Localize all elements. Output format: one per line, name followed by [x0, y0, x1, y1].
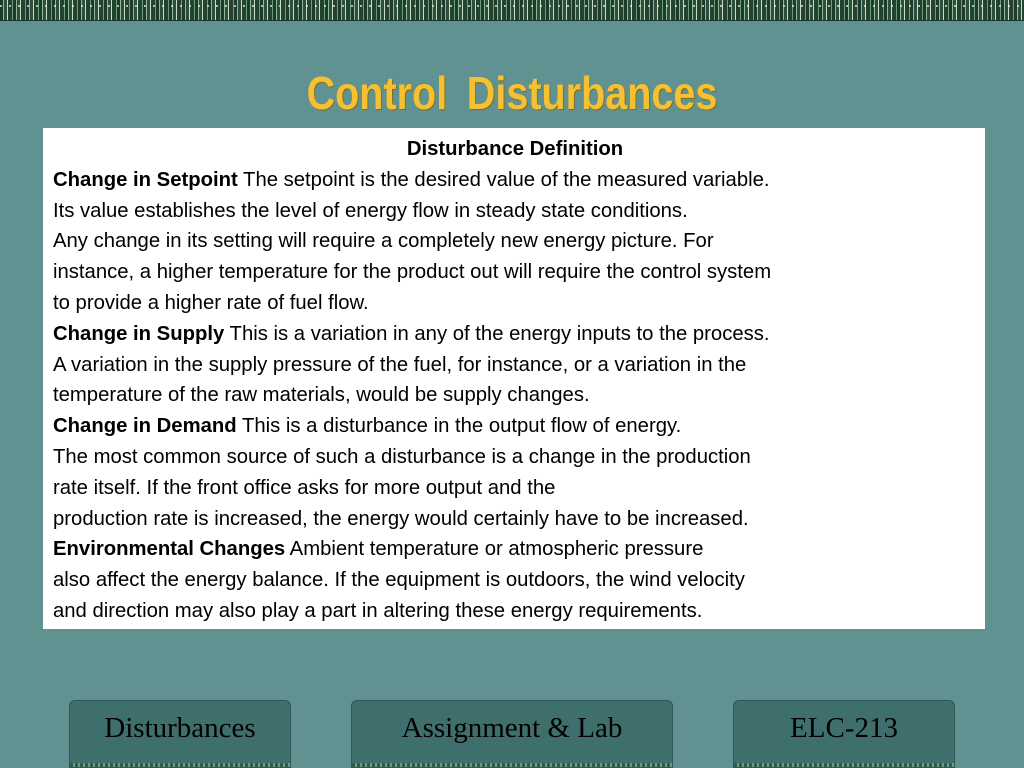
box-heading: Disturbance Definition	[406, 138, 624, 160]
tab-assignment-lab[interactable]: Assignment & Lab	[351, 700, 673, 768]
tab-elc-213[interactable]: ELC-213	[733, 700, 955, 768]
text-line: The most common source of such a disturbance is a change in the production	[53, 445, 751, 468]
term-supply: Change in Supply	[53, 322, 225, 345]
text-line: Its value establishes the level of energy flow in steady state conditions.	[53, 199, 688, 222]
paragraph-supply	[53, 319, 977, 411]
text-line: A variation in the supply pressure of the fuel, for instance, or a variation in the	[53, 353, 747, 376]
text-line: This is a variation in any of the energy inputs to the process.	[224, 322, 770, 345]
text-line: rate itself. If the front office asks for more output and the	[53, 476, 556, 499]
paragraph-demand	[53, 411, 977, 534]
text-line: Any change in its setting will require a completely new energy picture. For	[53, 230, 714, 253]
text-line: Ambient temperature or atmospheric pressure	[285, 538, 704, 561]
tab-disturbances[interactable]: Disturbances	[69, 700, 291, 768]
text-line: This is a disturbance in the output flow of energy.	[236, 415, 682, 438]
text-line: to provide a higher rate of fuel flow.	[53, 291, 369, 314]
term-demand: Change in Demand	[53, 415, 237, 438]
text-line: also affect the energy balance. If the equipment is outdoors, the wind velocity	[53, 569, 745, 592]
paragraph-environmental	[53, 534, 977, 626]
term-setpoint: Change in Setpoint	[53, 168, 238, 191]
text-line: The setpoint is the desired value of the measured variable.	[237, 168, 770, 191]
slide-title: Control Disturbances	[306, 67, 718, 119]
paragraph-setpoint	[53, 165, 977, 319]
content-box	[43, 128, 985, 629]
term-environmental: Environmental Changes	[53, 538, 286, 561]
text-line: instance, a higher temperature for the product out will require the control system	[53, 261, 772, 284]
text-line: temperature of the raw materials, would be supply changes.	[53, 384, 590, 407]
text-line: production rate is increased, the energy would certainly have to be increased.	[53, 507, 749, 530]
text-line: and direction may also play a part in altering these energy requirements.	[53, 599, 703, 622]
circuit-banner	[0, 0, 1024, 21]
